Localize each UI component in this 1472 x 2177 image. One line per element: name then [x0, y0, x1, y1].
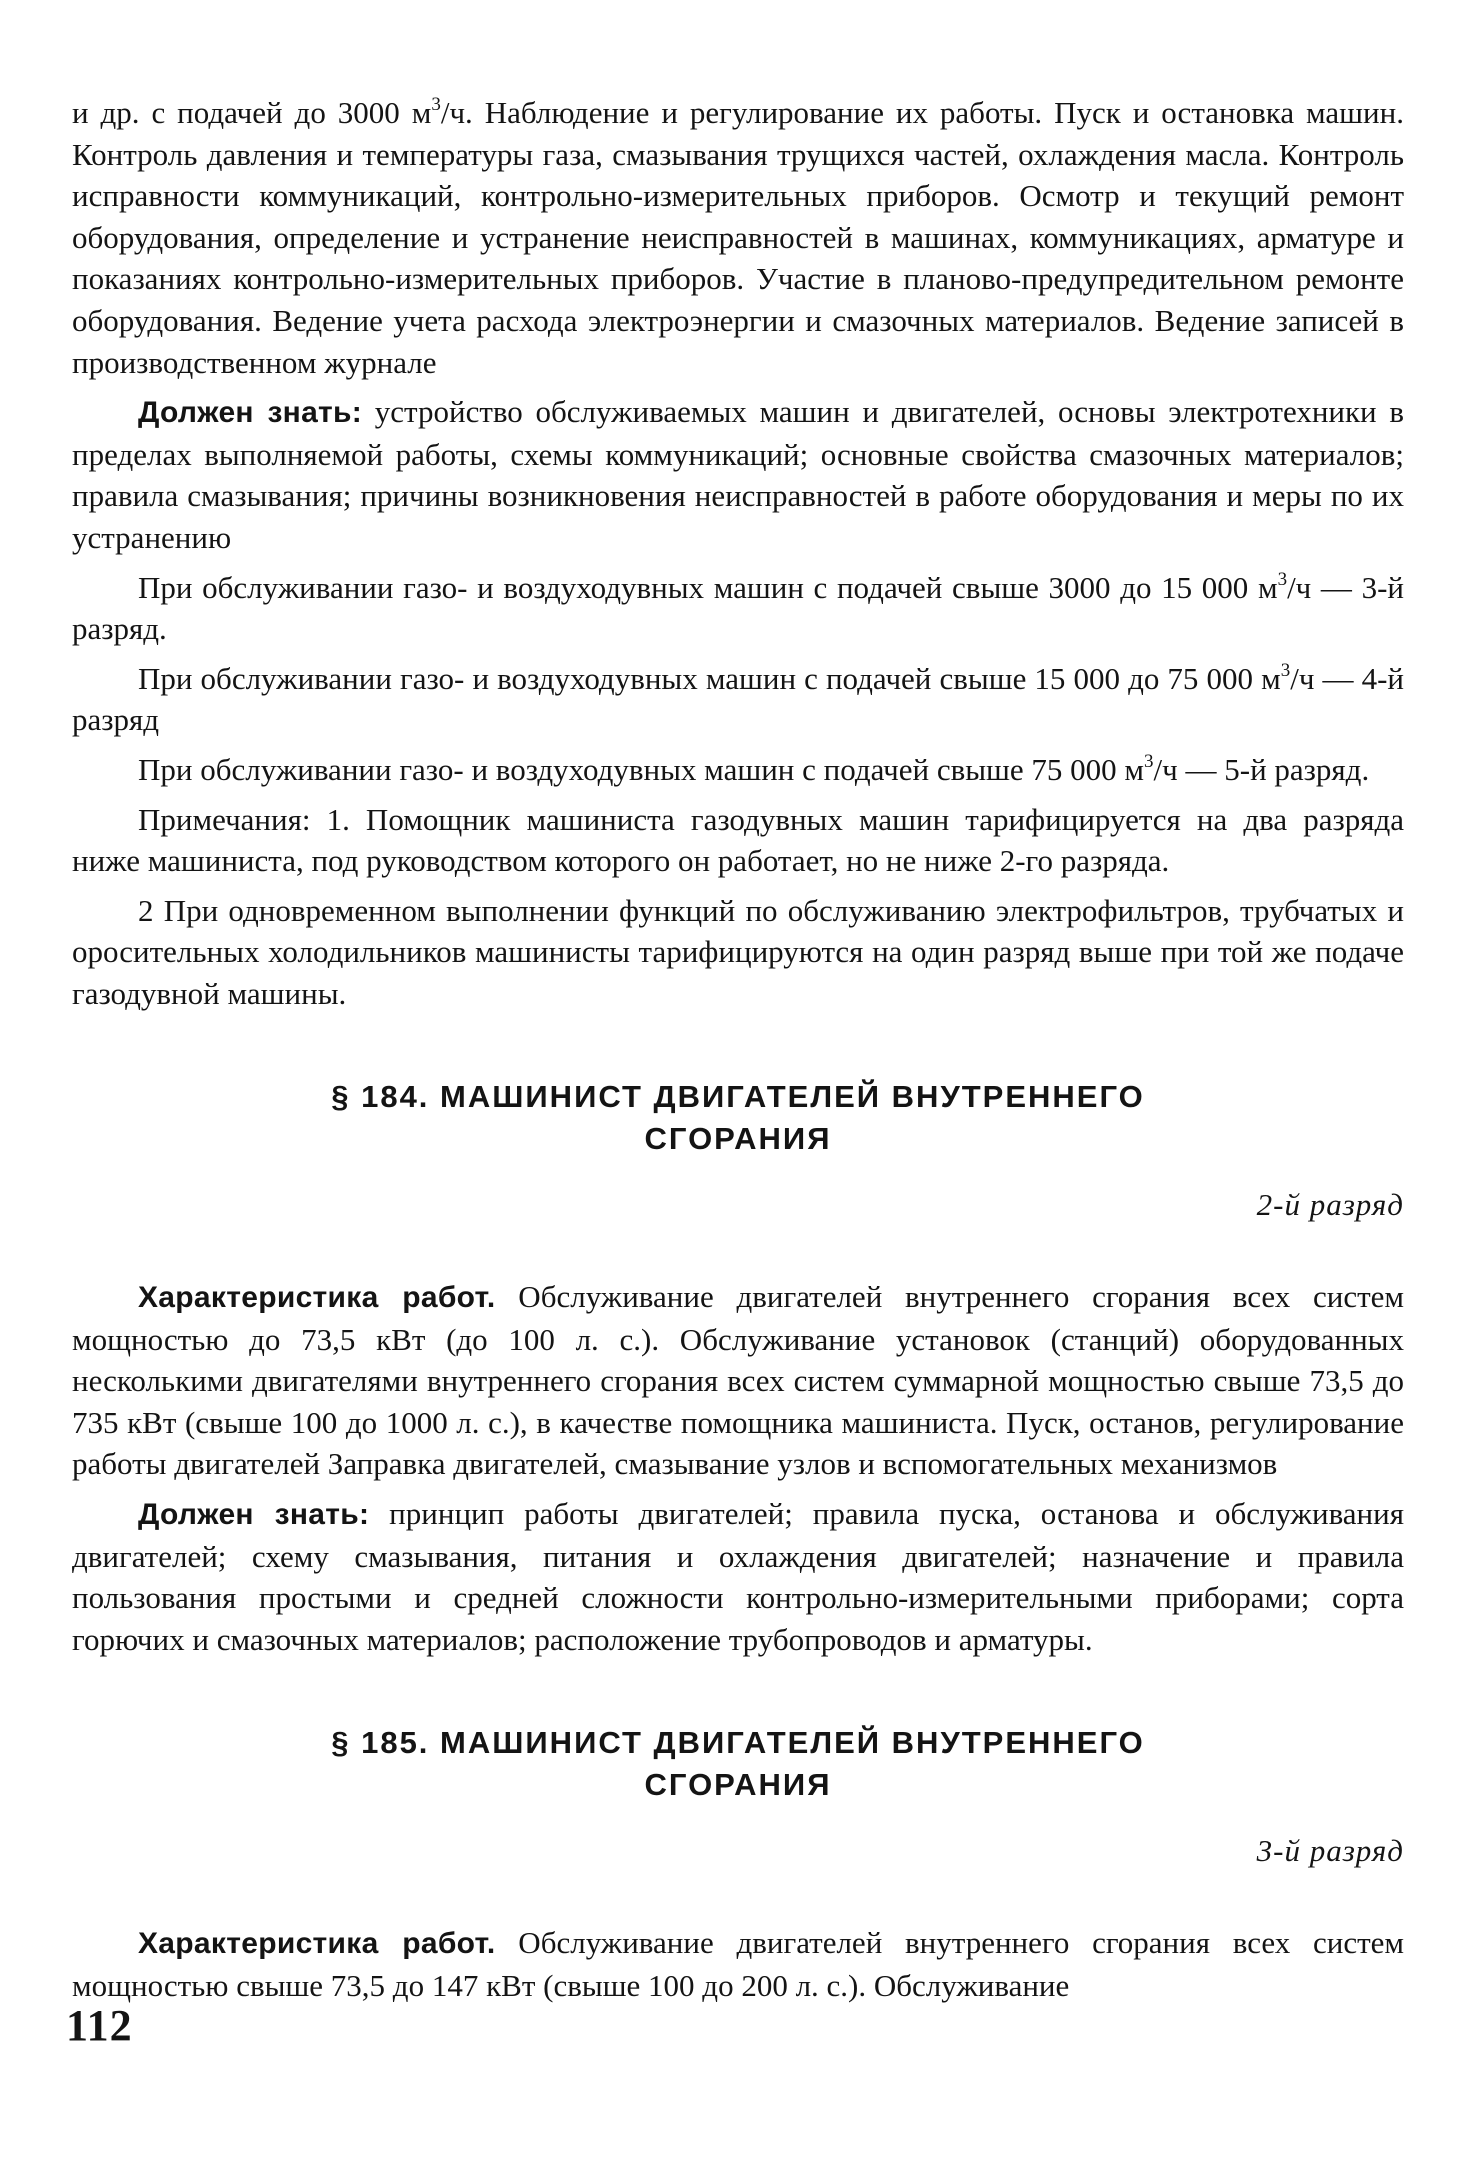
characteristics-label: Характеристика работ. — [138, 1927, 496, 1960]
section-184-characteristics: Характеристика работ. Обслуживание двигателей внутреннего сгорания всех систем мощностью до 73,5 кВт (до 100 л. с.). Обслуживание установок (станций) оборудованных несколькими двигателями внутреннего сгорания всех систем суммарной мощностью свыше 73,5 до 735 кВт (свыше 100 до 1000 л. с.), в качестве помощника машиниста. Пуск, останов, регулирование работы двигателей Заправка двигателей, смазывание узлов и вспомогательных механизмов — [72, 1279, 1404, 1482]
paragraph-note-1: Примечания: 1. Помощник машиниста газодувных машин тарифицируется на два разряда ниже машиниста, под руководством которого он работает, но не ниже 2-го разряда. — [72, 801, 1404, 879]
paragraph-note-2: 2 При одновременном выполнении функций по обслуживанию электрофильтров, трубчатых и оросительных холодильников машинисты тарифицируются на один разряд выше при той же подаче газодувной машины. — [72, 892, 1404, 1011]
section-184-grade: 2-й разряд — [1256, 1187, 1404, 1223]
section-185-characteristics: Характеристика работ. Обслуживание двигателей внутреннего сгорания всех систем мощностью свыше 73,5 до 147 кВт (свыше 100 до 200 л. с.). Обслуживание — [72, 1925, 1404, 2003]
paragraph-grade-3: При обслуживании газо- и воздуходувных машин с подачей свыше 3000 до 15 000 $м^3/ч$ — 3-й разряд. — [72, 568, 1404, 647]
paragraph-grade-4: При обслуживании газо- и воздуходувных машин с подачей свыше 15 000 до 75 000 $м^3/ч$ — 4-й разряд — [72, 659, 1404, 738]
document-page — [72, 92, 1404, 2006]
page-number: 112 — [66, 2001, 133, 2050]
must-know-label: Должен знать: — [138, 1498, 370, 1532]
characteristics-label: Характеристика работ. — [138, 1281, 496, 1315]
section-185-grade: 3-й разряд — [1256, 1833, 1404, 1869]
paragraph-grade-5: При обслуживании газо- и воздуходувных машин с подачей свыше 75 000 $м^3/ч$ — 5-й разряд. — [138, 750, 1370, 787]
must-know-label: Должен знать: — [138, 396, 363, 430]
paragraph-duties-continued: и др. с подачей до 3000 $м^3/ч$. Наблюдение и регулирование их работы. Пуск и остановка машин. Контроль давления и температуры газа, смазывания трущихся частей, охлаждения масла. Контроль исправности коммуникаций, контрольно-измерительных приборов. Осмотр и текущий ремонт оборудования, определение и устранение неисправностей в машинах, коммуникациях, арматуре и показаниях контрольно-измерительных приборов. Участие в планово-предупредительном ремонте оборудования. Ведение учета расхода электроэнергии и смазочных материалов. Ведение записей в производственном журнале — [72, 94, 1404, 380]
section-184-must-know: Должен знать: принцип работы двигателей; правила пуска, останова и обслуживания двигателей; схему смазывания, питания и охлаждения двигателей; назначение и правила пользования простыми и средней сложности контрольно-измерительными приборами; сорта горючих и смазочных материалов; расположение трубопроводов и арматуры. — [72, 1496, 1404, 1657]
section-185-heading: § 185. МАШИНИСТ ДВИГАТЕЛЕЙ ВНУТРЕННЕГО СГОРАНИЯ — [331, 1725, 1145, 1803]
paragraph-must-know: Должен знать: устройство обслуживаемых машин и двигателей, основы электротехники в пределах выполняемой работы, схемы коммуникаций; основные свойства смазочных материалов; правила смазывания; причины возникновения неисправностей в работе оборудования и меры по их устранению — [72, 394, 1404, 555]
section-184-heading: § 184. МАШИНИСТ ДВИГАТЕЛЕЙ ВНУТРЕННЕГО СГОРАНИЯ — [331, 1079, 1145, 1157]
